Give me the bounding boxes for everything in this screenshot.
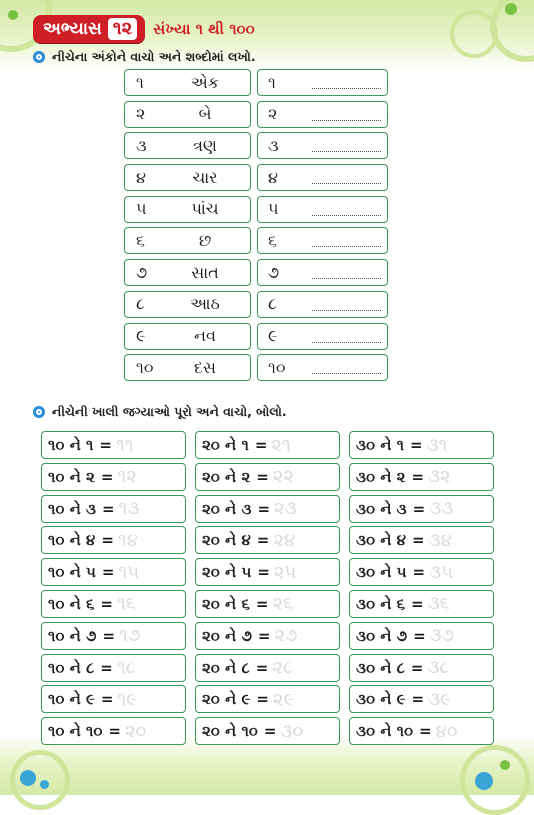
exercise-header xyxy=(33,14,255,44)
number-digit-repeat: ૮ xyxy=(268,294,277,314)
traceable-answer[interactable]: ૩૦ xyxy=(280,720,304,742)
number-word: એક xyxy=(190,72,220,92)
addition-row xyxy=(41,590,186,618)
addition-row xyxy=(349,685,494,713)
equals-sign: = xyxy=(410,658,424,677)
addition-row xyxy=(195,495,340,523)
addition-row xyxy=(195,685,340,713)
number-word: ત્રણ xyxy=(193,135,217,155)
number-digit-repeat: ૩ xyxy=(268,135,279,155)
addition-row xyxy=(349,463,494,491)
equals-sign: = xyxy=(411,531,425,550)
addition-expression: ૨૦ ને ૭ xyxy=(202,626,252,645)
addition-row xyxy=(41,463,186,491)
addition-row xyxy=(41,495,186,523)
number-digit-repeat: ૫ xyxy=(268,199,279,219)
number-digit: ૮ xyxy=(136,294,145,314)
number-word-box xyxy=(124,132,251,159)
write-word-box[interactable] xyxy=(257,291,388,318)
number-digit-repeat: ૬ xyxy=(268,230,277,250)
addition-expression: ૨૦ ને ૧ xyxy=(202,436,249,454)
traceable-answer[interactable]: ૧૩ xyxy=(118,498,140,520)
number-word: ચાર xyxy=(192,167,218,187)
number-word: આઠ xyxy=(190,294,220,314)
addition-expression: ૧૦ ને ૫ xyxy=(48,563,96,582)
addition-row xyxy=(195,463,340,491)
equals-sign: = xyxy=(99,436,112,454)
addition-expression: ૧૦ ને ૭ xyxy=(48,626,97,645)
addition-expression: ૩૦ ને ૮ xyxy=(356,658,405,677)
addition-expression: ૨૦ ને ૫ xyxy=(202,563,252,582)
addition-expression: ૩૦ ને ૨ xyxy=(356,467,406,486)
equals-sign: = xyxy=(256,531,270,550)
addition-row xyxy=(349,717,494,745)
equals-sign: = xyxy=(102,626,116,645)
number-digit: ૬ xyxy=(136,230,145,250)
number-word: છ xyxy=(198,230,212,250)
number-digit: ૧૦ xyxy=(136,357,154,377)
number-word-row xyxy=(124,291,388,320)
number-word-row xyxy=(124,227,388,256)
addition-expression: ૧૦ ને ૧૦ xyxy=(48,722,103,741)
traceable-answer[interactable]: ૧૯ xyxy=(117,688,137,710)
traceable-answer[interactable]: ૨૦ xyxy=(124,720,147,742)
addition-column-20 xyxy=(195,431,340,749)
decorative-dot xyxy=(505,3,517,15)
number-word-row xyxy=(124,259,388,288)
addition-row xyxy=(41,685,186,713)
equals-sign: = xyxy=(100,594,113,613)
traceable-answer[interactable]: ૨૯ xyxy=(272,688,295,710)
write-word-box[interactable] xyxy=(257,323,388,350)
addition-row xyxy=(349,431,494,459)
number-word-box xyxy=(124,164,251,191)
number-word-row xyxy=(124,196,388,225)
write-word-box[interactable] xyxy=(257,227,388,254)
equals-sign: = xyxy=(100,658,113,677)
number-word-row xyxy=(124,323,388,352)
exercise-subtitle: સંખ્યા ૧ થી ૧૦૦ xyxy=(153,20,255,38)
addition-row xyxy=(195,717,340,745)
decorative-ring xyxy=(450,10,498,58)
equals-sign: = xyxy=(412,563,426,582)
number-word-row xyxy=(124,164,388,193)
number-word-box xyxy=(124,227,251,254)
number-word-box xyxy=(124,69,251,96)
traceable-answer[interactable]: ૩૯ xyxy=(428,688,451,710)
dotted-writing-line[interactable] xyxy=(312,108,381,121)
addition-expression: ૧૦ ને ૪ xyxy=(48,531,96,550)
equals-sign: = xyxy=(411,594,424,613)
traceable-answer[interactable]: ૨૮ xyxy=(272,657,293,679)
traceable-answer[interactable]: ૧૪ xyxy=(117,529,138,551)
traceable-answer[interactable]: ૩૭ xyxy=(429,625,455,647)
addition-row xyxy=(195,590,340,618)
addition-row xyxy=(41,622,186,650)
number-word: દસ xyxy=(194,357,216,377)
number-word-box xyxy=(124,354,251,381)
equals-sign: = xyxy=(255,658,269,677)
addition-expression: ૩૦ ને ૧૦ xyxy=(356,722,414,741)
number-word: સાત xyxy=(191,262,219,282)
number-digit: ૨ xyxy=(136,104,146,124)
number-digit: ૧ xyxy=(136,72,144,92)
instruction-2-text: નીચેની ખાલી જગ્યાઓ પૂરો અને વાચો, બોલો. xyxy=(52,404,287,419)
traceable-answer[interactable]: ૧૬ xyxy=(116,593,136,615)
equals-sign: = xyxy=(254,436,268,454)
traceable-answer[interactable]: ૩૧ xyxy=(426,434,448,456)
instruction-2 xyxy=(33,404,287,420)
number-words-section xyxy=(124,69,388,386)
equals-sign: = xyxy=(102,499,115,518)
addition-expression: ૧૦ ને ૬ xyxy=(48,594,95,613)
addition-row xyxy=(41,431,186,459)
number-digit-repeat: ૯ xyxy=(268,326,278,345)
addition-row xyxy=(349,495,494,523)
addition-row xyxy=(195,654,340,682)
addition-row xyxy=(195,431,340,459)
equals-sign: = xyxy=(411,467,425,486)
number-word-row xyxy=(124,69,388,98)
addition-expression: ૩૦ ને ૧ xyxy=(356,436,404,454)
dotted-writing-line[interactable] xyxy=(312,171,381,184)
addition-expression: ૧૦ ને ૨ xyxy=(48,467,95,486)
number-word: નવ xyxy=(194,326,216,345)
traceable-answer[interactable]: ૨૩ xyxy=(274,498,297,520)
write-word-box[interactable] xyxy=(257,164,388,191)
number-digit-repeat: ૭ xyxy=(268,262,280,282)
number-word-row xyxy=(124,132,388,161)
traceable-answer[interactable]: ૧૧ xyxy=(115,434,134,456)
dotted-writing-line[interactable] xyxy=(312,298,381,311)
traceable-answer[interactable]: ૪૦ xyxy=(435,720,458,742)
decorative-ring xyxy=(460,745,530,815)
addition-column-10 xyxy=(41,431,186,749)
addition-column-30 xyxy=(349,431,494,749)
dotted-writing-line[interactable] xyxy=(312,203,381,216)
traceable-answer[interactable]: ૩૩ xyxy=(429,498,454,520)
addition-expression: ૨૦ ને ૩ xyxy=(202,499,252,518)
write-word-box[interactable] xyxy=(257,69,388,96)
equals-sign: = xyxy=(256,690,269,709)
addition-row xyxy=(195,558,340,586)
addition-row xyxy=(41,654,186,682)
number-digit-repeat: ૪ xyxy=(268,167,278,187)
addition-row xyxy=(349,558,494,586)
equals-sign: = xyxy=(412,499,426,518)
exercise-tag xyxy=(33,15,145,43)
addition-expression: ૧૦ ને ૧ xyxy=(48,436,94,454)
write-word-box[interactable] xyxy=(257,132,388,159)
equals-sign: = xyxy=(257,626,271,645)
dotted-writing-line[interactable] xyxy=(312,266,381,279)
addition-expression: ૨૦ ને ૬ xyxy=(202,594,250,613)
equals-sign: = xyxy=(101,531,114,550)
equals-sign: = xyxy=(108,722,121,741)
number-word-box xyxy=(124,323,251,350)
addition-row xyxy=(349,590,494,618)
equals-sign: = xyxy=(410,436,423,454)
addition-expression: ૨૦ ને ૨ xyxy=(202,467,251,486)
number-digit-repeat: ૨ xyxy=(268,104,278,124)
addition-row xyxy=(41,526,186,554)
decorative-dot xyxy=(8,10,18,20)
number-word: પાંચ xyxy=(191,199,219,219)
number-digit: ૭ xyxy=(136,262,148,282)
addition-expression: ૩૦ ને ૯ xyxy=(356,690,406,709)
traceable-answer[interactable]: ૩૫ xyxy=(429,561,453,583)
equals-sign: = xyxy=(411,690,425,709)
addition-expression: ૨૦ ને ૮ xyxy=(202,658,250,677)
addition-row xyxy=(41,558,186,586)
dotted-writing-line[interactable] xyxy=(312,76,381,89)
traceable-answer[interactable]: ૨૫ xyxy=(273,561,297,583)
addition-expression: ૨૦ ને ૯ xyxy=(202,690,251,709)
equals-sign: = xyxy=(100,467,114,486)
traceable-answer[interactable]: ૨૭ xyxy=(274,625,298,647)
traceable-answer[interactable]: ૩૨ xyxy=(428,466,451,488)
traceable-answer[interactable]: ૩૪ xyxy=(428,529,452,551)
dotted-writing-line[interactable] xyxy=(312,234,381,247)
equals-sign: = xyxy=(413,626,426,645)
addition-expression: ૩૦ ને ૫ xyxy=(356,563,407,582)
addition-row xyxy=(349,654,494,682)
number-digit-repeat: ૧૦ xyxy=(268,357,286,377)
traceable-answer[interactable]: ૧૭ xyxy=(119,625,141,647)
addition-row xyxy=(195,622,340,650)
number-word-box xyxy=(124,101,251,128)
instruction-1 xyxy=(33,49,256,65)
addition-row xyxy=(349,526,494,554)
write-word-box[interactable] xyxy=(257,196,388,223)
addition-expression: ૩૦ ને ૭ xyxy=(356,626,408,645)
addition-row xyxy=(41,717,186,745)
instruction-1-text: નીચેના અંકોને વાચો અને શબ્દોમાં લખો. xyxy=(52,49,256,64)
addition-expression: ૩૦ ને ૩ xyxy=(356,499,407,518)
addition-row xyxy=(349,622,494,650)
addition-expression: ૧૦ ને ૩ xyxy=(48,499,96,518)
dotted-writing-line[interactable] xyxy=(312,361,381,374)
addition-expression: ૨૦ ને ૪ xyxy=(202,531,251,550)
addition-expression: ૨૦ ને ૧૦ xyxy=(202,722,258,741)
equals-sign: = xyxy=(257,499,271,518)
write-word-box[interactable] xyxy=(257,259,388,286)
traceable-answer[interactable]: ૨૬ xyxy=(272,593,294,615)
number-word-box xyxy=(124,259,251,286)
equals-sign: = xyxy=(101,563,115,582)
addition-expression: ૩૦ ને ૬ xyxy=(356,594,406,613)
traceable-answer[interactable]: ૧૮ xyxy=(116,657,136,679)
number-digit: ૩ xyxy=(136,135,147,155)
exercise-label: અભ્યાસ xyxy=(43,19,102,39)
number-digit: ૯ xyxy=(136,326,146,345)
number-digit-repeat: ૧ xyxy=(268,72,276,92)
equals-sign: = xyxy=(256,467,269,486)
write-word-box[interactable] xyxy=(257,354,388,381)
dotted-writing-line[interactable] xyxy=(312,330,381,343)
number-digit: ૫ xyxy=(136,199,147,219)
number-word: બે xyxy=(198,104,212,124)
dotted-writing-line[interactable] xyxy=(312,139,381,152)
equals-sign: = xyxy=(255,594,269,613)
number-digit: ૪ xyxy=(136,167,146,187)
number-word-box xyxy=(124,291,251,318)
equals-sign: = xyxy=(263,722,277,741)
traceable-answer[interactable]: ૨૪ xyxy=(273,529,296,551)
traceable-answer[interactable]: ૧૫ xyxy=(118,561,140,583)
bullet-icon xyxy=(33,406,45,418)
equals-sign: = xyxy=(419,722,432,741)
addition-row xyxy=(195,526,340,554)
equals-sign: = xyxy=(100,690,114,709)
traceable-answer[interactable]: ૨૧ xyxy=(271,434,291,456)
addition-expression: ૧૦ ને ૮ xyxy=(48,658,95,677)
number-word-box xyxy=(124,196,251,223)
traceable-answer[interactable]: ૧૨ xyxy=(117,466,137,488)
addition-expression: ૧૦ ને ૯ xyxy=(48,690,95,709)
number-word-row xyxy=(124,101,388,130)
write-word-box[interactable] xyxy=(257,101,388,128)
exercise-number: ૧૨ xyxy=(108,18,137,40)
equals-sign: = xyxy=(257,563,270,582)
traceable-answer[interactable]: ૩૮ xyxy=(427,657,450,679)
bullet-icon xyxy=(33,51,45,63)
traceable-answer[interactable]: ૨૨ xyxy=(272,466,294,488)
traceable-answer[interactable]: ૩૬ xyxy=(427,593,450,615)
decorative-ring xyxy=(10,750,70,810)
addition-expression: ૩૦ ને ૪ xyxy=(356,531,406,550)
number-word-row xyxy=(124,354,388,383)
